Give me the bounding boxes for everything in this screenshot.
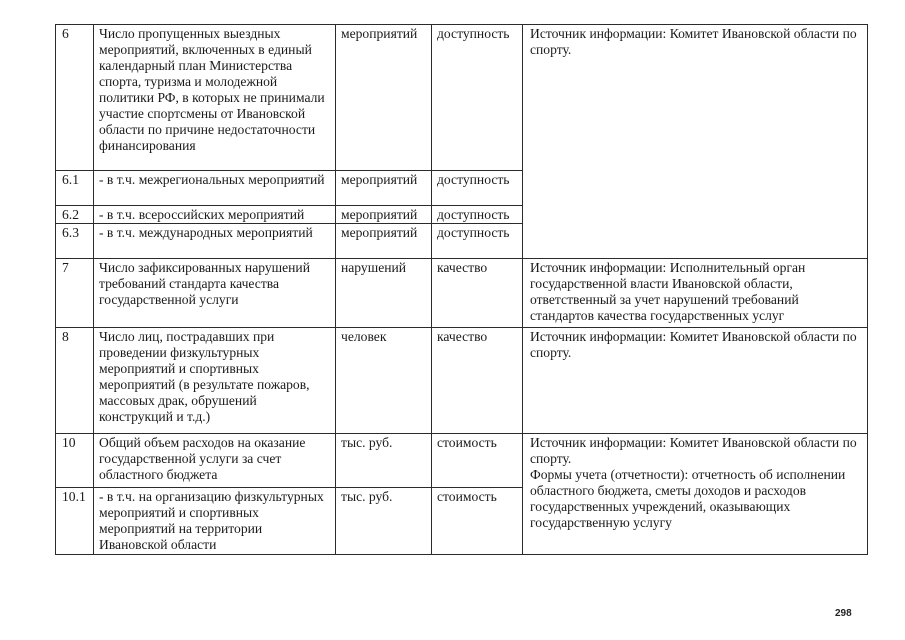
source-text: Источник информации: Исполнительный орган государственной власти Ивановской области, ответственный за учет нарушений требований стандартов качества государственных услуг	[530, 260, 806, 323]
table-row	[56, 328, 868, 434]
unit-cell: мероприятий	[336, 206, 432, 224]
indicator-type: стоимость	[432, 488, 523, 555]
row-number: 7	[56, 259, 94, 328]
source-cell	[523, 328, 868, 434]
source-cell	[523, 25, 868, 259]
indicator-type: стоимость	[432, 434, 523, 488]
table-row	[56, 25, 868, 171]
source-text: Источник информации: Комитет Ивановской области по спорту.	[530, 26, 857, 57]
indicators-table	[55, 24, 868, 555]
unit-cell: мероприятий	[336, 171, 432, 206]
unit-cell: мероприятий	[336, 25, 432, 171]
source-cell	[523, 259, 868, 328]
row-number: 8	[56, 328, 94, 434]
indicator-description: Общий объем расходов на оказание государственной услуги за счет областного бюджета	[94, 434, 336, 488]
source-text: Источник информации: Комитет Ивановской области по спорту.	[530, 435, 857, 466]
table-row	[56, 259, 868, 328]
indicator-description: - в т.ч. всероссийских мероприятий	[94, 206, 336, 224]
indicator-type: доступность	[432, 171, 523, 206]
source-text: Источник информации: Комитет Ивановской области по спорту.	[530, 329, 857, 360]
unit-cell: тыс. руб.	[336, 488, 432, 555]
indicator-description: Число зафиксированных нарушений требований стандарта качества государственной услуги	[94, 259, 336, 328]
table-row	[56, 434, 868, 488]
unit-cell: нарушений	[336, 259, 432, 328]
unit-cell: тыс. руб.	[336, 434, 432, 488]
indicator-type: доступность	[432, 25, 523, 171]
row-number: 6.3	[56, 224, 94, 259]
page-number: 298	[835, 608, 852, 619]
indicator-description: Число лиц, пострадавших при проведении физкультурных мероприятий и спортивных мероприятий (в результате пожаров, массовых драк, обрушений конструкций и т.д.)	[94, 328, 336, 434]
indicator-description: Число пропущенных выездных мероприятий, включенных в единый календарный план Министерства спорта, туризма и молодежной политики РФ, в которых не принимали участие спортсмены от Ивановской области по причине недостаточности финансирования	[94, 25, 336, 171]
unit-cell: мероприятий	[336, 224, 432, 259]
unit-cell: человек	[336, 328, 432, 434]
indicator-description: - в т.ч. международных мероприятий	[94, 224, 336, 259]
row-number: 6	[56, 25, 94, 171]
indicator-description: - в т.ч. на организацию физкультурных мероприятий и спортивных мероприятий на территории Ивановской области	[94, 488, 336, 555]
indicator-type: качество	[432, 259, 523, 328]
indicator-type: доступность	[432, 224, 523, 259]
reporting-forms-text: Формы учета (отчетности): отчетность об исполнении областного бюджета, сметы доходов и расходов государственных учреждений, оказывающих государственную услугу	[530, 467, 846, 530]
indicator-type: качество	[432, 328, 523, 434]
indicator-type: доступность	[432, 206, 523, 224]
row-number: 10	[56, 434, 94, 488]
row-number: 10.1	[56, 488, 94, 555]
row-number: 6.1	[56, 171, 94, 206]
indicator-description: - в т.ч. межрегиональных мероприятий	[94, 171, 336, 206]
source-cell	[523, 434, 868, 555]
row-number: 6.2	[56, 206, 94, 224]
